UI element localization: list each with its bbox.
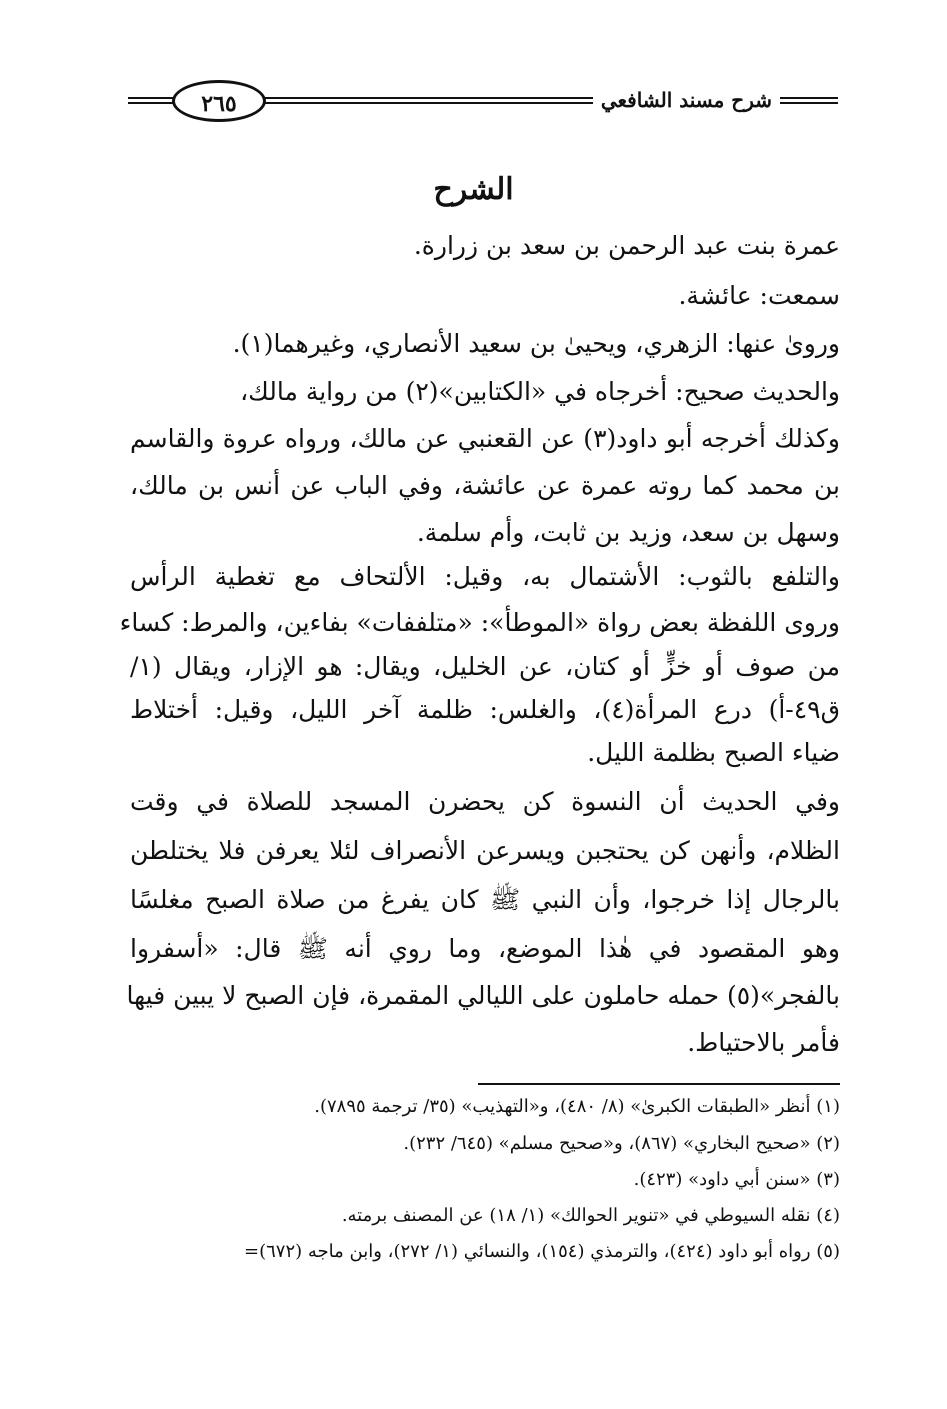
text-line: وكذلك أخرجه أبو داود(٣) عن القعنبي عن مالك، ورواه عروة والقاسم [130,424,840,453]
running-title: شرح مسند الشافعي [593,88,780,112]
text-line: ضياء الصبح بظلمة الليل. [587,738,840,767]
text-line: عمرة بنت عبد الرحمن بن سعد بن زرارة. [413,231,840,260]
text-line: والتلفع بالثوب: الأشتمال به، وقيل: الألتحاف مع تغطية الرأس [130,562,840,591]
text-line: الظلام، وأنهن كن يحتجبن ويسرعن الأنصراف لئلا يعرفن فلا يختلطن [130,836,840,865]
header-rule-left [128,97,178,109]
text-line: والحديث صحيح: أخرجاه في «الكتابين»(٢) من رواية مالك، [240,377,840,406]
text-line: وسهل بن سعد، وزيد بن ثابت، وأم سلمة. [416,518,840,547]
text-line: وروى اللفظة بعض رواة «الموطأ»: «متلففات» بفاءين، والمرط: كساء [119,608,840,637]
header-rule-right [776,97,838,109]
page-header [128,78,838,130]
footnote-separator [478,1083,840,1085]
text-line: وروىٰ عنها: الزهري، ويحيىٰ بن سعيد الأنصاري، وغيرهما(١). [232,329,840,358]
text-line: من صوف أو خزٍّ أو كتان، عن الخليل، ويقال: هو الإزار، ويقال (١/ [130,652,840,681]
text-line: وهو المقصود في هٰذا الموضع، وما روي أنه ﷺ قال: «أسفروا [130,934,840,963]
text-line: بن محمد كما روته عمرة عن عائشة، وفي الباب عن أنس بن مالك، [130,471,840,500]
text-line: بالرجال إذا خرجوا، وأن النبي ﷺ كان يفرغ من صلاة الصبح مغلسًا [130,885,840,914]
text-line: وفي الحديث أن النسوة كن يحضرن المسجد للصلاة في وقت [130,787,840,816]
footnote-5: (٥) رواه أبو داود (٤٢٤)، والترمذي (١٥٤)، والنسائي (١/ ٢٧٢)، وابن ماجه (٦٧٢)= [244,1241,840,1262]
footnote-2: (٢) «صحيح البخاري» (٨٦٧)، و«صحيح مسلم» (٦٤٥/ ٢٣٢). [403,1133,840,1154]
page-number: ٢٦٥ [172,80,266,122]
footnote-4: (٤) نقله السيوطي في «تنوير الحوالك» (١/ ١٨) عن المصنف برمته. [341,1205,840,1226]
text-line: فأمر بالاحتياط. [687,1028,840,1057]
footnote-1: (١) أنظر «الطبقات الكبرىٰ» (٨/ ٤٨٠)، و«التهذيب» (٣٥/ ترجمة ٧٨٩٥). [314,1096,840,1117]
text-line: سمعت: عائشة. [678,281,840,310]
text-line: بالفجر»(٥) حمله حاملون على الليالي المقمرة، فإن الصبح لا يبين فيها [126,981,840,1010]
section-title: الشرح [433,172,514,207]
footnote-3: (٣) «سنن أبي داود» (٤٢٣). [633,1169,840,1190]
text-line: ق٤٩-أ) درع المرأة(٤)، والغلس: ظلمة آخر الليل، وقيل: أختلاط [130,695,840,724]
